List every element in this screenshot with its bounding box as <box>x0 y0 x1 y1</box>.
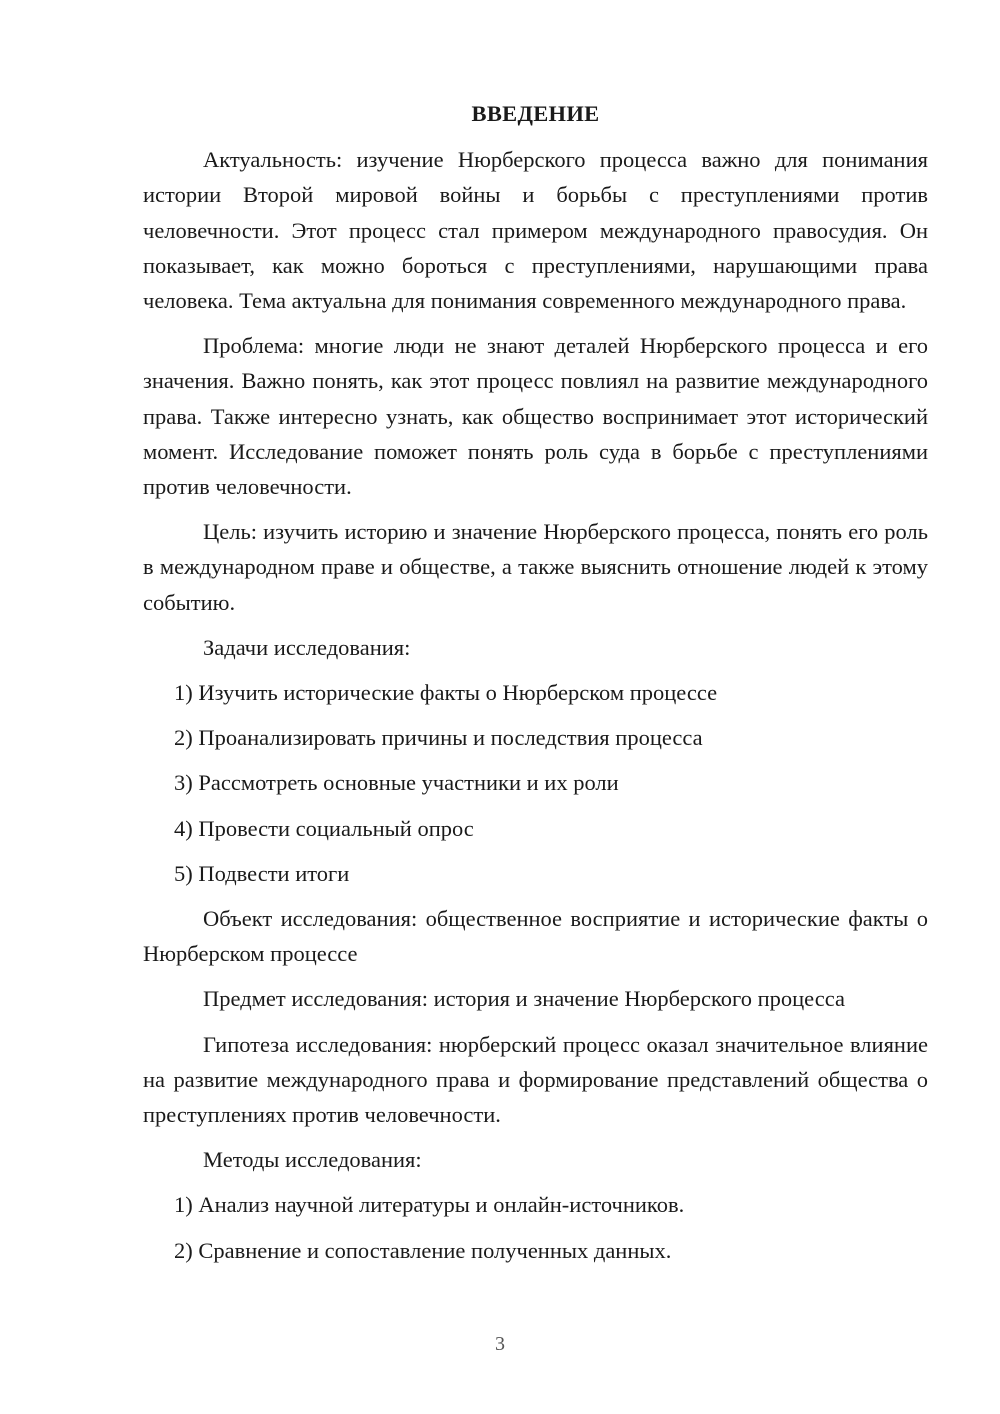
task-item: 2) Проанализировать причины и последствия процесса <box>174 725 703 751</box>
method-item: 1) Анализ научной литературы и онлайн-источников. <box>174 1192 685 1218</box>
tasks-list <box>143 675 928 891</box>
section-heading: ВВЕДЕНИЕ <box>471 101 600 126</box>
page-number: 3 <box>495 1333 505 1355</box>
document-page <box>143 96 928 1278</box>
task-item: 1) Изучить исторические факты о Нюрберском процессе <box>174 680 718 706</box>
tasks-title: Задачи исследования: <box>203 634 411 660</box>
method-item: 2) Сравнение и сопоставление полученных данных. <box>174 1237 672 1263</box>
object-paragraph: Объект исследования: общественное восприятие и исторические факты о Нюрберском процессе <box>143 906 928 967</box>
relevance-paragraph: Актуальность: изучение Нюрберского процесса важно для понимания истории Второй мировой войны и борьбы с преступлениями против человечности. Этот процесс стал примером международного правосудия. Он показывает, как можно бороться с преступлениями, нарушающими права человека. Тема актуальна для понимания современного международного права. <box>143 147 928 314</box>
goal-paragraph: Цель: изучить историю и значение Нюрберского процесса, понять его роль в международном праве и обществе, а также выяснить отношение людей к этому событию. <box>143 519 928 615</box>
subject-paragraph: Предмет исследования: история и значение Нюрберского процесса <box>203 986 845 1012</box>
task-item: 5) Подвести итоги <box>174 860 350 886</box>
methods-title: Методы исследования: <box>203 1147 422 1173</box>
problem-paragraph: Проблема: многие люди не знают деталей Нюрберского процесса и его значения. Важно понять, как этот процесс повлиял на развитие международного права. Также интересно узнать, как общество воспринимает этот исторический момент. Исследование поможет понять роль суда в борьбе с преступлениями против человечности. <box>143 333 928 500</box>
task-item: 3) Рассмотреть основные участники и их роли <box>174 770 619 796</box>
task-item: 4) Провести социальный опрос <box>174 815 474 841</box>
methods-list <box>143 1187 928 1267</box>
hypothesis-paragraph: Гипотеза исследования: нюрберский процесс оказал значительное влияние на развитие международного права и формирование представлений общества о преступлениях против человечности. <box>143 1031 928 1128</box>
